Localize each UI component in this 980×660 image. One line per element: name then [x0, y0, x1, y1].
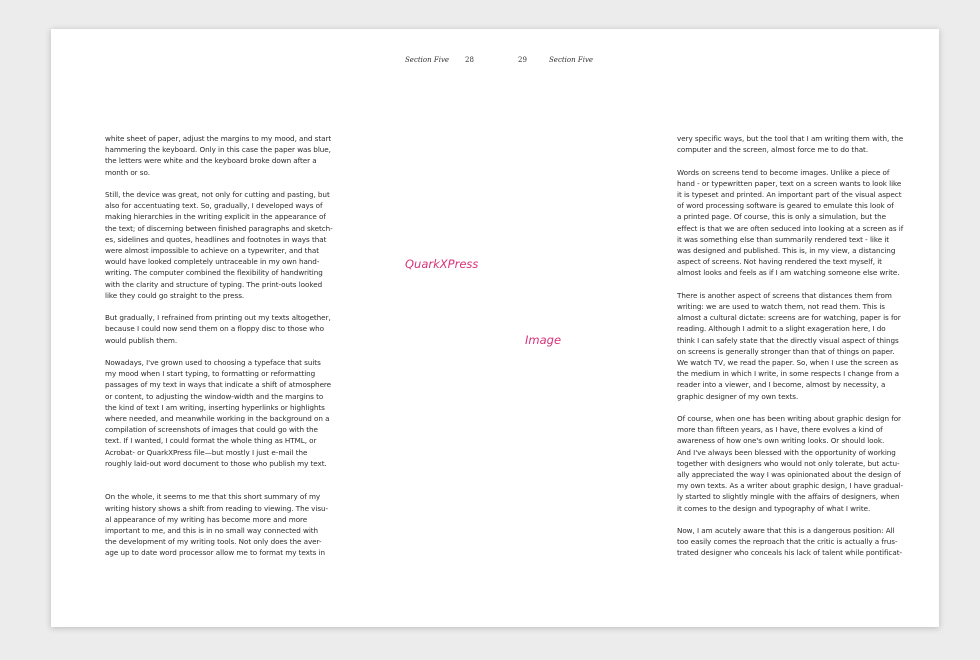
text-line: was designed and published. This is, in my view, a distancing [677, 246, 896, 256]
text-line: too easily comes the reproach that the critic is actually a frus- [677, 537, 898, 547]
text-line: would have looked completely untraceable in my own hand- [105, 257, 320, 267]
text-line: where needed, and meanwhile working in the background on a [105, 414, 330, 424]
text-line: a printed page. Of course, this is only a simulation, but the [677, 212, 887, 222]
text-line: reading. Although I admit to a slight exageration here, I do [677, 324, 886, 334]
paragraph [677, 525, 902, 559]
text-line: think I can safely state that the directly visual aspect of things [677, 335, 899, 345]
text-line: writing history shows a shift from reading to viewing. The visu- [105, 503, 329, 513]
text-line: with the clarity and structure of typing. The print-outs looked [105, 279, 323, 289]
text-line: graphic designer of my own texts. [677, 391, 799, 401]
text-line: month or so. [105, 167, 150, 177]
text-line: because I could now send them on a floppy disc to those who [105, 324, 324, 334]
text-line: my own texts. As a writer about graphic design, I have gradual- [677, 481, 904, 491]
text-line: very specific ways, but the tool that I am writing them with, the [677, 134, 904, 143]
book-spread [51, 29, 939, 627]
text-line: Still, the device was great, not only for cutting and pasting, but [105, 190, 330, 199]
text-line: it was something else than summarily rendered text - like it [677, 234, 890, 244]
quarkxpress-label: QuarkXPress [405, 257, 479, 271]
text-line: There is another aspect of screens that distances them from [677, 290, 892, 300]
text-line: making hierarchies in the writing explicit in the appearance of [105, 212, 326, 222]
text-line: roughly laid-out word document to those who publish my text. [105, 458, 327, 468]
text-line: On the whole, it seems to me that this short summary of my [105, 492, 321, 502]
text-line: text. If I wanted, I could format the whole thing as HTML, or [105, 436, 317, 446]
text-line: trated designer who conceals his lack of talent while pontificat- [677, 548, 902, 558]
text-line: also for accentuating text. So, gradually, I developed ways of [105, 201, 323, 211]
paragraph [677, 413, 904, 514]
left-page-number: 28 [465, 56, 474, 64]
text-line: important to me, and this is in no small way connected with [105, 526, 319, 536]
text-line: like they could go straight to the press. [105, 290, 245, 300]
text-line: reader into a viewer, and I become, almost by necessity, a [677, 380, 886, 390]
text-line: Nowadays, I've grown used to choosing a typeface that suits [105, 358, 321, 368]
text-line: age up to date word processor allow me to format my texts in [105, 548, 326, 558]
text-line: But gradually, I refrained from printing out my texts altogether, [105, 313, 331, 323]
text-line: compilation of screenshots of images that could go with the [105, 425, 318, 435]
text-line: es, sidelines and quotes, headlines and footnotes in ways that [105, 234, 327, 244]
text-line: the development of my writing tools. Not only does the aver- [105, 537, 322, 547]
right-page-number: 29 [518, 56, 527, 64]
text-line: the medium in which I write, in some respects I change from a [677, 369, 899, 379]
text-line: effect is that we are often seduced into looking at a screen as if [677, 223, 904, 233]
paragraph [105, 312, 331, 346]
text-line: And I've always been blessed with the opportunity of working [677, 447, 896, 457]
paragraph [677, 167, 904, 279]
text-line: were almost impossible to achieve on a typewriter, and that [105, 246, 319, 256]
text-line: white sheet of paper, adjust the margins to my mood, and start [105, 134, 332, 143]
paragraph [105, 491, 329, 558]
text-line: awareness of how one's own writing looks. Or should look. [677, 436, 885, 446]
text-line: it is typeset and printed. An important part of the visual aspect [677, 190, 902, 199]
text-line: al appearance of my writing has become more and more [105, 514, 308, 524]
text-line: aspect of screens. Not having rendered the text myself, it [677, 257, 882, 267]
text-line: ly started to slightly mingle with the affairs of designers, when [677, 492, 900, 502]
text-line: ally appreciated the way I was opinionated about the design of [677, 470, 901, 480]
text-line: more than fifteen years, as I have, there evolves a kind of [677, 425, 883, 435]
text-line: computer and the screen, almost force me to do that. [677, 145, 869, 155]
right-running-head: Section Five [549, 56, 594, 64]
text-line: my mood when I start typing, to formatting or reformatting [105, 369, 316, 379]
text-line: Now, I am acutely aware that this is a dangerous position: All [677, 526, 895, 536]
text-line: of word processing software is geared to emulate this look of [677, 201, 894, 211]
paragraph [105, 357, 332, 469]
text-line: hammering the keyboard. Only in this case the paper was blue, [105, 145, 331, 155]
image-label: Image [525, 333, 562, 347]
text-line: the letters were white and the keyboard broke down after a [105, 156, 317, 166]
text-line: Acrobat- or QuarkXPress file—but mostly I just e-mail the [105, 447, 308, 457]
left-text-column [105, 133, 333, 570]
text-line: almost a cultural dictate: screens are for watching, paper is for [677, 313, 901, 323]
text-line: Words on screens tend to become images. Unlike a piece of [677, 167, 890, 177]
text-line: would publish them. [105, 335, 178, 345]
left-running-head: Section Five [405, 56, 450, 64]
text-line: the kind of text I am writing, inserting hyperlinks or highlights [105, 402, 325, 412]
paragraph [677, 290, 901, 402]
text-line: We watch TV, we read the paper. So, when I use the screen as [677, 358, 899, 368]
text-line: passages of my text in ways that indicate a shift of atmosphere [105, 380, 332, 390]
text-line: the text; of discerning between finished paragraphs and sketch- [105, 223, 333, 233]
right-text-column [677, 133, 904, 570]
text-line: on screens is generally stronger than that of things on paper. [677, 346, 895, 356]
text-line: hand - or typewritten paper, text on a screen wants to look like [677, 178, 902, 188]
text-line: together with designers who would not only tolerate, but actu- [677, 458, 900, 468]
paragraph [105, 189, 333, 301]
text-line: writing. The computer combined the flexibility of handwriting [105, 268, 323, 278]
text-line: Of course, when one has been writing about graphic design for [677, 414, 901, 424]
paragraph [677, 133, 904, 155]
text-line: it comes to the design and typography of what I write. [677, 503, 871, 513]
paragraph [105, 133, 332, 178]
text-line: almost looks and feels as if I am watching someone else write. [677, 268, 900, 278]
text-line: writing: we are used to watch them, not read them. This is [677, 302, 885, 312]
text-line: or content, to adjusting the window-width and the margins to [105, 391, 324, 401]
